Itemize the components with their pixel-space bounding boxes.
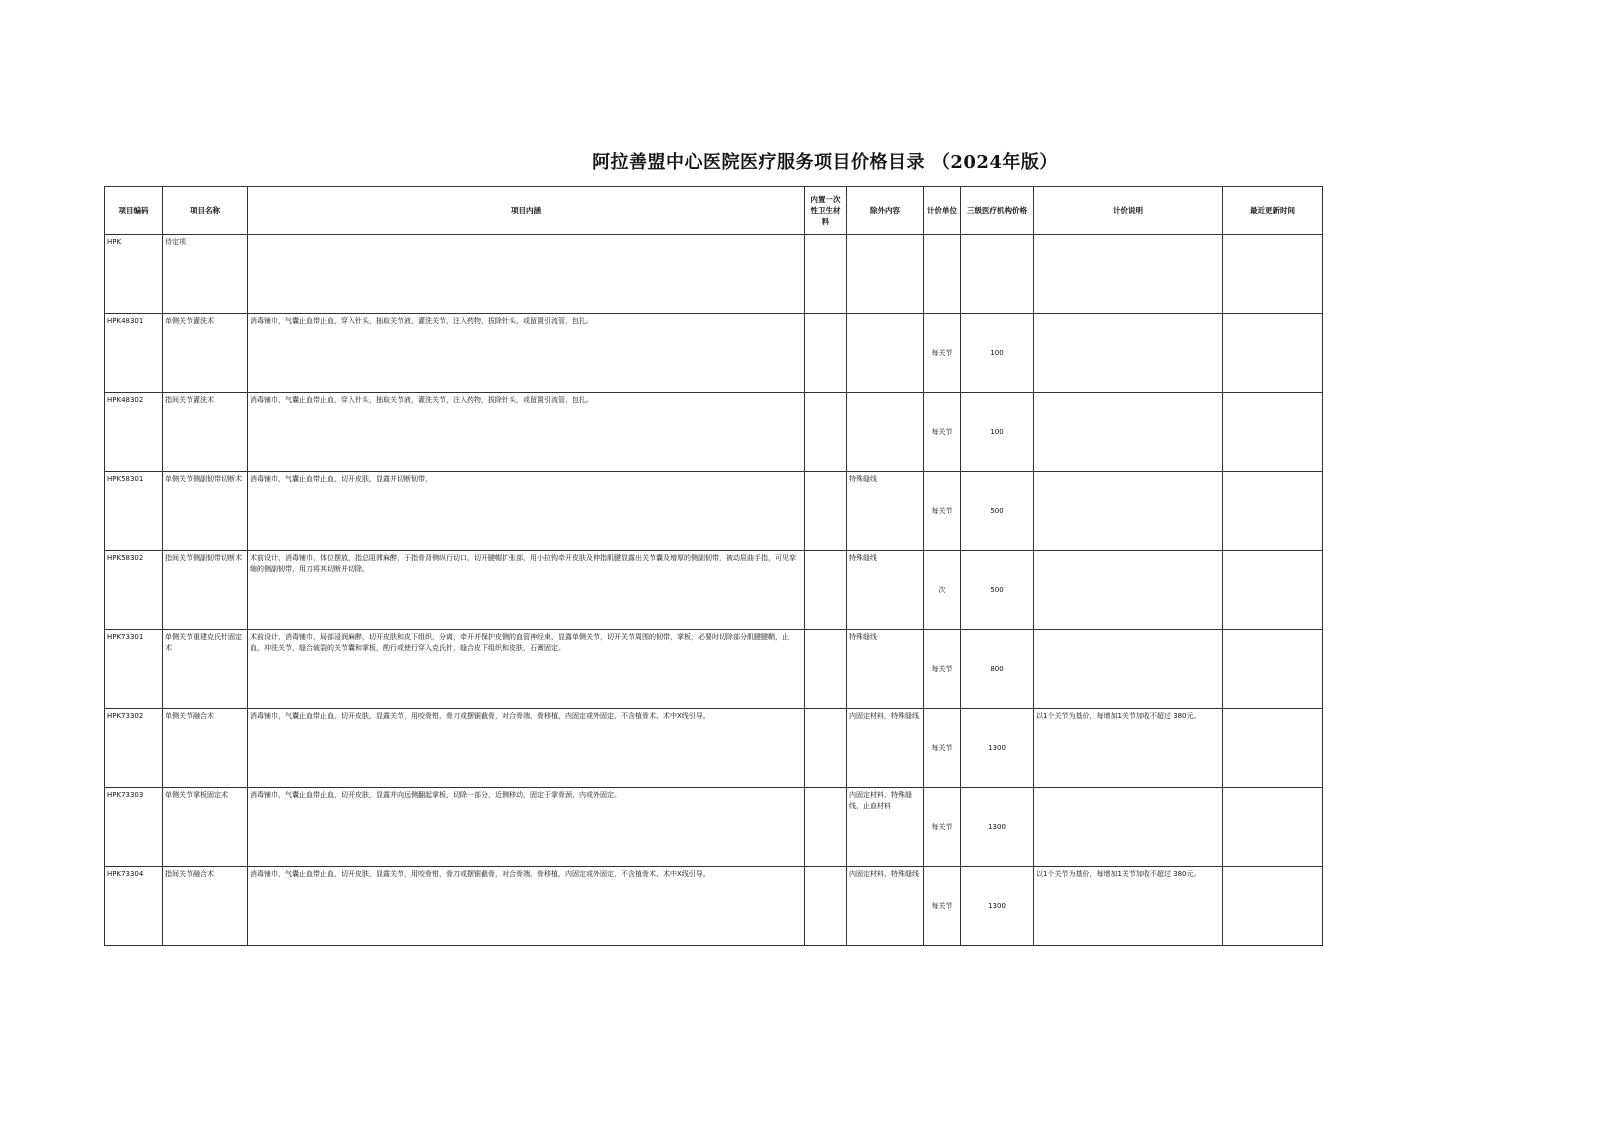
cell-excluded: 内固定材料，特殊缝线 [847, 867, 924, 946]
table-row [105, 709, 1323, 788]
cell-price: 1300 [961, 709, 1034, 788]
cell-updated [1223, 709, 1323, 788]
table-header-row [105, 187, 1323, 235]
cell-consumables [805, 551, 847, 630]
cell-content: 术前设计，消毒铺巾，局部浸润麻醉，切开皮肤和皮下组织，分离，牵开并保护皮侧的血管神经束，显露单侧关节，切开关节周围的韧带，掌板，必要时切除部分肌腱腱鞘，止血，冲洗关节，缝合破裂的关节囊和掌板，酌行或使行穿入克氏针，缝合皮下组织和皮肤，石膏固定。 [248, 630, 805, 709]
cell-excluded [847, 314, 924, 393]
price-table [104, 186, 1323, 946]
cell-unit: 每关节 [924, 630, 961, 709]
cell-name: 待定项 [163, 235, 248, 314]
cell-price: 100 [961, 393, 1034, 472]
cell-consumables [805, 709, 847, 788]
cell-name: 单侧关节侧副韧带切断术 [163, 472, 248, 551]
cell-content: 消毒铺巾，气囊止血带止血，切开皮肤，显露并切断韧带， [248, 472, 805, 551]
cell-name: 单侧关节重建克氏针固定术 [163, 630, 248, 709]
cell-updated [1223, 314, 1323, 393]
header-unit: 计价单位 [924, 187, 961, 235]
cell-updated [1223, 867, 1323, 946]
cell-excluded: 特殊缝线 [847, 551, 924, 630]
cell-price: 100 [961, 314, 1034, 393]
cell-code: HPK73303 [105, 788, 163, 867]
cell-code: HPK73304 [105, 867, 163, 946]
cell-code: HPK48301 [105, 314, 163, 393]
cell-unit: 每关节 [924, 709, 961, 788]
cell-unit: 次 [924, 551, 961, 630]
header-note: 计价说明 [1034, 187, 1223, 235]
cell-excluded: 特殊缝线 [847, 630, 924, 709]
cell-updated [1223, 630, 1323, 709]
cell-price: 500 [961, 551, 1034, 630]
cell-name: 单侧关节掌板固定术 [163, 788, 248, 867]
cell-excluded [847, 393, 924, 472]
table-row [105, 314, 1323, 393]
cell-name: 单侧关节灌洗术 [163, 314, 248, 393]
page-title: 阿拉善盟中心医院医疗服务项目价格目录 （2024年版） [592, 152, 1058, 173]
table-row [105, 867, 1323, 946]
cell-content: 消毒铺巾，气囊止血带止血，穿入针头，抽取关节液，灌洗关节，注入药物，拔除针头，或留置引流管，包扎。 [248, 393, 805, 472]
cell-code: HPK73301 [105, 630, 163, 709]
header-code: 项目编码 [105, 187, 163, 235]
cell-updated [1223, 393, 1323, 472]
cell-unit [924, 235, 961, 314]
cell-updated [1223, 788, 1323, 867]
cell-name: 指间关节侧副韧带切断术 [163, 551, 248, 630]
table-row [105, 551, 1323, 630]
cell-content: 消毒铺巾，气囊止血带止血，穿入针头，抽取关节液，灌洗关节，注入药物，拔除针头，或留置引流管，包扎。 [248, 314, 805, 393]
header-excluded: 除外内容 [847, 187, 924, 235]
cell-updated [1223, 551, 1323, 630]
header-content: 项目内涵 [248, 187, 805, 235]
cell-name: 单侧关节融合术 [163, 709, 248, 788]
cell-consumables [805, 393, 847, 472]
cell-content: 消毒铺巾，气囊止血带止血，切开皮肤，显露关节，用咬骨钳，骨刀或摆锯截骨，对合骨端，骨移植，内固定或外固定，不含植骨术、术中X线引导。 [248, 867, 805, 946]
cell-name: 指间关节融合术 [163, 867, 248, 946]
cell-note: 以1个关节为基价，每增加1关节加收不超过 380元。 [1034, 709, 1223, 788]
cell-updated [1223, 235, 1323, 314]
cell-excluded [847, 235, 924, 314]
cell-code: HPK48302 [105, 393, 163, 472]
cell-excluded: 内固定材料，特殊缝线 [847, 709, 924, 788]
cell-price: 800 [961, 630, 1034, 709]
cell-code: HPK73302 [105, 709, 163, 788]
cell-unit: 每关节 [924, 472, 961, 551]
cell-note [1034, 630, 1223, 709]
cell-consumables [805, 235, 847, 314]
cell-price [961, 235, 1034, 314]
cell-price: 1300 [961, 867, 1034, 946]
cell-content [248, 235, 805, 314]
cell-price: 500 [961, 472, 1034, 551]
cell-code: HPK58301 [105, 472, 163, 551]
header-updated: 最近更新时间 [1223, 187, 1323, 235]
cell-note [1034, 788, 1223, 867]
cell-unit: 每关节 [924, 867, 961, 946]
cell-note [1034, 472, 1223, 551]
cell-note [1034, 551, 1223, 630]
cell-consumables [805, 788, 847, 867]
table-row [105, 630, 1323, 709]
header-consumables: 内置一次性卫生材料 [805, 187, 847, 235]
table-row [105, 235, 1323, 314]
cell-content: 消毒铺巾，气囊止血带止血，切开皮肤，显露关节，用咬骨钳，骨刀或摆锯截骨，对合骨端，骨移植，内固定或外固定，不含植骨术、术中X线引导。 [248, 709, 805, 788]
cell-name: 指间关节灌洗术 [163, 393, 248, 472]
cell-unit: 每关节 [924, 393, 961, 472]
cell-content: 消毒铺巾，气囊止血带止血，切开皮肤，显露并向远侧翻起掌板，切除一部分，近侧移动，固定于掌骨颈，内或外固定。 [248, 788, 805, 867]
cell-consumables [805, 314, 847, 393]
cell-unit: 每关节 [924, 788, 961, 867]
cell-content: 术前设计，消毒铺巾，体位摆放，指总阻滞麻醉，于指骨背侧纵行切口，切开腱帽扩张部，用小拉钩牵开皮肤及伸指肌腱显露出关节囊及增厚的侧副韧带，被动屈曲手指，可见挛缩的侧副韧带，用刀将其切断并切除。 [248, 551, 805, 630]
table-row [105, 472, 1323, 551]
table-row [105, 393, 1323, 472]
cell-code: HPK [105, 235, 163, 314]
cell-note [1034, 235, 1223, 314]
cell-updated [1223, 472, 1323, 551]
cell-note [1034, 314, 1223, 393]
cell-excluded: 内固定材料，特殊缝线，止血材料 [847, 788, 924, 867]
table-row [105, 788, 1323, 867]
cell-excluded: 特殊缝线 [847, 472, 924, 551]
cell-consumables [805, 867, 847, 946]
header-name: 项目名称 [163, 187, 248, 235]
cell-consumables [805, 630, 847, 709]
cell-code: HPK58302 [105, 551, 163, 630]
cell-price: 1300 [961, 788, 1034, 867]
cell-consumables [805, 472, 847, 551]
cell-note [1034, 393, 1223, 472]
cell-note: 以1个关节为基价，每增加1关节加收不超过 380元。 [1034, 867, 1223, 946]
header-price: 三级医疗机构价格 [961, 187, 1034, 235]
cell-unit: 每关节 [924, 314, 961, 393]
